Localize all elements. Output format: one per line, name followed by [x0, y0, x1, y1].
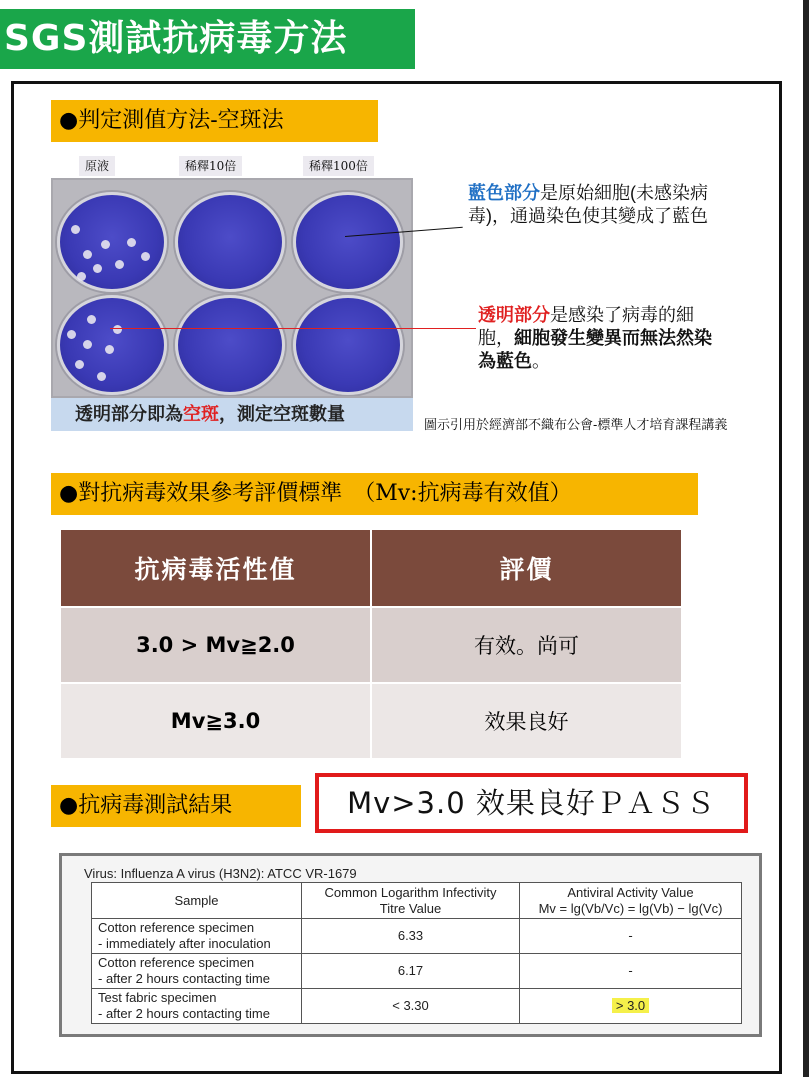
plaque	[83, 250, 92, 259]
plate-label-10x: 稀釋10倍	[179, 156, 242, 176]
sample-line-2: - after 2 hours contacting time	[98, 1006, 270, 1021]
sample-line-1: Test fabric specimen	[98, 990, 217, 1005]
note-clear-cells	[478, 304, 728, 373]
plaque-assay-plate-image	[51, 178, 413, 398]
criteria-header-rating: 評價	[370, 530, 681, 606]
well-stock-top	[57, 192, 167, 292]
report-table-header	[92, 883, 742, 919]
report-cell-sample	[92, 989, 302, 1024]
criteria-cell-rating: 有效。尚可	[370, 608, 681, 682]
report-cell-titre: 6.17	[302, 954, 520, 989]
criteria-cell-value: 3.0 > Mv≧2.0	[61, 608, 370, 682]
plaque	[83, 340, 92, 349]
well-10x-top	[175, 192, 285, 292]
report-header-titre	[302, 883, 520, 919]
report-header-titre-1: Common Logarithm Infectivity	[324, 884, 497, 900]
report-table	[91, 882, 742, 1024]
plaque	[71, 225, 80, 234]
caption-plaque-word: 空斑	[183, 404, 219, 425]
plaque	[105, 345, 114, 354]
criteria-table	[61, 530, 681, 758]
report-header-activity	[520, 883, 742, 919]
plaque	[113, 325, 122, 334]
report-cell-titre: < 3.30	[302, 989, 520, 1024]
report-cell-sample	[92, 954, 302, 989]
plate-label-stock: 原液	[79, 156, 115, 176]
report-header-sample: Sample	[92, 883, 302, 919]
highlighted-activity-value: > 3.0	[612, 998, 649, 1013]
well-100x-top	[293, 192, 403, 292]
table-row	[61, 606, 681, 682]
section-heading-criteria: ●對抗病毒效果參考評價標準 （Mv:抗病毒有效值）	[51, 473, 698, 515]
criteria-header-value: 抗病毒活性值	[61, 530, 370, 606]
note-blue-text: 是原始細胞(未感染病毒)，通過染色使其變成了藍色	[468, 183, 708, 226]
criteria-table-header	[61, 530, 681, 606]
plaque	[141, 252, 150, 261]
note-blue-highlight: 藍色部分	[468, 183, 540, 203]
edge-bar	[803, 0, 809, 1077]
section-heading-results: ●抗病毒測試結果	[51, 785, 301, 827]
plaque	[67, 330, 76, 339]
pointer-line-clear	[110, 328, 476, 329]
sample-line-1: Cotton reference specimen	[98, 955, 255, 970]
well-100x-bottom	[293, 295, 403, 395]
report-header-activity-1: Antiviral Activity Value	[567, 884, 694, 900]
image-credit: 圖示引用於經濟部不織布公會-標準人才培育課程講義	[424, 417, 728, 432]
report-header-activity-2: Mv = lg(Vb/Vc) = lg(Vb) − lg(Vc)	[538, 900, 723, 916]
page-title: SGS測試抗病毒方法	[0, 9, 415, 69]
plaque	[115, 260, 124, 269]
plaque	[93, 264, 102, 273]
note-clear-text2: 細胞發生變異而無法然染為藍色	[478, 328, 712, 371]
criteria-cell-value: Mv≧3.0	[61, 684, 370, 758]
note-clear-text1: 是感染了病毒的細胞，	[478, 305, 694, 348]
plaque	[97, 372, 106, 381]
plaque	[127, 238, 136, 247]
caption-pre: 透明部分即為	[75, 404, 183, 425]
plaque	[75, 360, 84, 369]
report-header-titre-2: Titre Value	[379, 900, 442, 916]
plate-label-100x: 稀釋100倍	[303, 156, 374, 176]
caption-post: ，測定空斑數量	[219, 404, 345, 425]
note-clear-highlight: 透明部分	[478, 305, 550, 325]
table-row	[92, 919, 742, 954]
note-blue-cells	[468, 182, 718, 228]
table-row	[92, 954, 742, 989]
sample-line-2: - after 2 hours contacting time	[98, 971, 270, 986]
plaque	[77, 272, 86, 281]
well-10x-bottom	[175, 295, 285, 395]
plaque	[87, 315, 96, 324]
report-cell-sample	[92, 919, 302, 954]
report-virus-title: Virus: Influenza A virus (H3N2): ATCC VR-1679	[84, 866, 357, 881]
plate-caption	[51, 398, 413, 431]
report-cell-titre: 6.33	[302, 919, 520, 954]
sample-line-1: Cotton reference specimen	[98, 920, 255, 935]
sample-line-2: - immediately after inoculation	[98, 936, 271, 951]
table-row	[61, 682, 681, 758]
test-report-excerpt	[59, 853, 762, 1037]
plaque	[101, 240, 110, 249]
note-clear-end: 。	[532, 351, 550, 371]
result-pass-box: Mv>3.0 效果良好ＰＡＳＳ	[315, 773, 748, 833]
report-cell-activity: -	[520, 954, 742, 989]
report-cell-activity	[520, 989, 742, 1024]
table-row	[92, 989, 742, 1024]
section-heading-plaque-method: ●判定測值方法-空斑法	[51, 100, 378, 142]
plate-labels	[51, 156, 413, 176]
criteria-cell-rating: 效果良好	[370, 684, 681, 758]
report-cell-activity: -	[520, 919, 742, 954]
